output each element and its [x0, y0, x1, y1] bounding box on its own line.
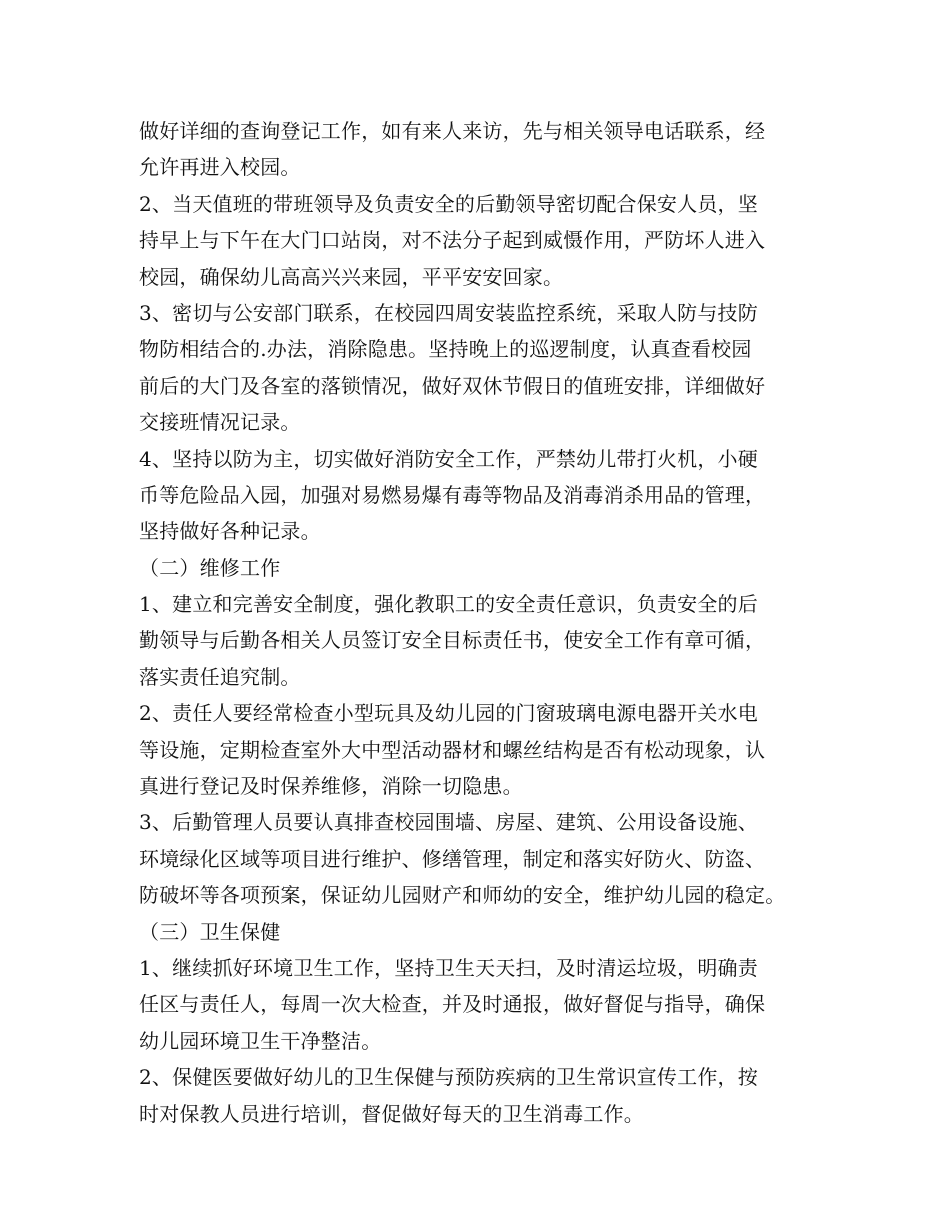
- text-line: 做好详细的查询登记工作，如有来人来访，先与相关领导电话联系，经: [139, 119, 766, 143]
- text-line: 任区与责任人，每周一次大检查，并及时通报，做好督促与指导，确保: [139, 992, 766, 1017]
- text-line: 1、继续抓好环境卫生工作，坚持卫生天天扫，及时清运垃圾，明确责: [139, 955, 758, 980]
- text-line: 交接班情况记录。: [139, 410, 301, 435]
- text-line: 3、密切与公安部门联系，在校园四周安装监控系统，采取人防与技防: [139, 300, 758, 325]
- text-line: 前后的大门及各室的落锁情况，做好双休节假日的值班安排，详细做好: [139, 373, 766, 398]
- text-line: 校园，确保幼儿高高兴兴来园，平平安安回家。: [139, 264, 564, 289]
- text-line: 2、保健医要做好幼儿的卫生保健与预防疾病的卫生常识宣传工作，按: [139, 1065, 758, 1090]
- text-line: 1、建立和完善安全制度，强化教职工的安全责任意识，负责安全的后: [139, 592, 758, 617]
- text-line: 落实责任追究制。: [139, 664, 301, 689]
- text-line: 持早上与下午在大门口站岗，对不法分子起到威慑作用，严防坏人进入: [139, 228, 766, 253]
- text-line: 币等危险品入园，加强对易燃易爆有毒等物品及消毒消杀用品的管理，: [139, 482, 766, 507]
- text-line: 允许再进入校园。: [139, 155, 301, 180]
- text-line: 4、坚持以防为主，切实做好消防安全工作，严禁幼儿带打火机，小硬: [139, 446, 758, 471]
- text-line: 坚持做好各种记录。: [139, 519, 321, 544]
- section-heading: （三）卫生保健: [139, 919, 281, 944]
- section-heading: （二）维修工作: [139, 555, 281, 580]
- text-line: 环境绿化区域等项目进行维护、修缮管理，制定和落实好防火、防盗、: [139, 846, 766, 871]
- text-line: 时对保教人员进行培训，督促做好每天的卫生消毒工作。: [139, 1101, 644, 1126]
- text-line: 物防相结合的.办法，消除隐患。坚持晚上的巡逻制度，认真查看校园: [139, 337, 752, 362]
- text-line: 等设施，定期检查室外大中型活动器材和螺丝结构是否有松动现象，认: [139, 737, 766, 762]
- text-line: 防破坏等各项预案，保证幼儿园财产和师幼的安全，维护幼儿园的稳定。: [139, 883, 786, 908]
- text-line: 幼儿园环境卫生干净整洁。: [139, 1028, 382, 1053]
- text-line: 勤领导与后勤各相关人员签订安全目标责任书，使安全工作有章可循，: [139, 628, 766, 653]
- text-line: 2、责任人要经常检查小型玩具及幼儿园的门窗玻璃电源电器开关水电: [139, 701, 758, 726]
- text-line: 3、后勤管理人员要认真排查校园围墙、房屋、建筑、公用设备设施、: [139, 810, 758, 835]
- text-line: 真进行登记及时保养维修，消除一切隐患。: [139, 774, 523, 799]
- document-body: [139, 113, 829, 1132]
- text-line: 2、当天值班的带班领导及负责安全的后勤领导密切配合保安人员，坚: [139, 191, 758, 216]
